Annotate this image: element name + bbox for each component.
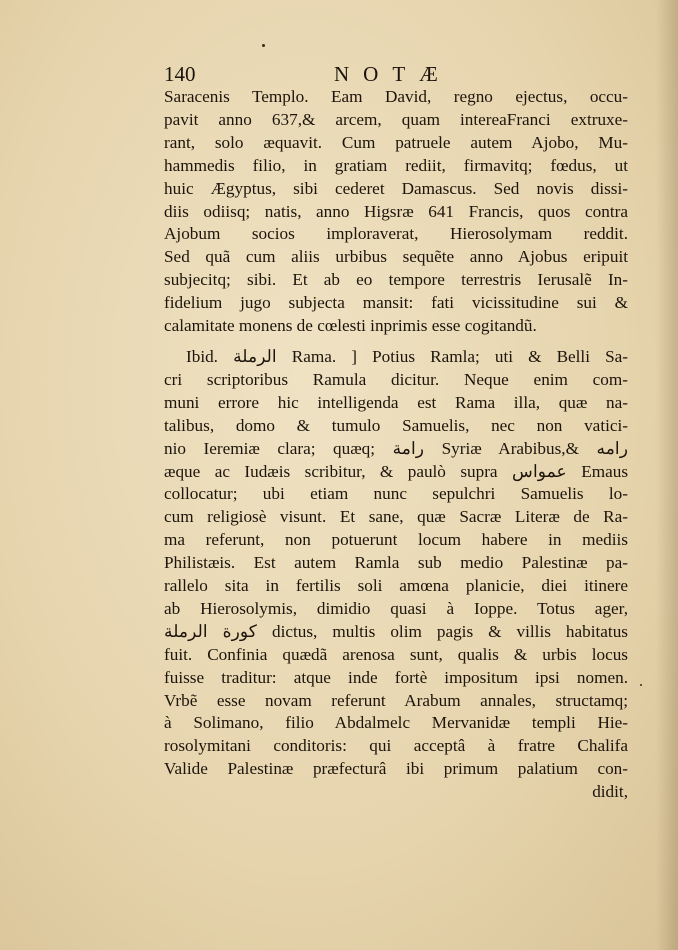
margin-dot-mark bbox=[640, 684, 642, 686]
text-line: hammedis filio, in gratiam rediit, firmavitq; fœdus, ut bbox=[164, 155, 628, 175]
text-line: Sed quã cum aliis urbibus sequẽte anno Ajobus eripuit bbox=[164, 247, 628, 267]
text-line: collocatur; ubi etiam nunc sepulchri Samuelis lo- bbox=[164, 484, 628, 504]
text-line: rosolymitani conditoris: qui acceptâ à fratre Chalifa bbox=[164, 736, 628, 756]
text-line: cum religiosè visunt. Et sane, quæ Sacræ Literæ de Ra- bbox=[164, 507, 628, 527]
page-number: 140 bbox=[164, 62, 196, 86]
text-line: muni errore hic intelligenda est Rama illa, quæ na- bbox=[164, 392, 628, 412]
page-header bbox=[164, 60, 634, 88]
text-line: pavit anno 637,& arcem, quam intereaFranci extruxe- bbox=[164, 109, 628, 129]
paragraph-1 bbox=[164, 86, 628, 338]
text-line: Ajobum socios imploraverat, Hierosolymam reddit. bbox=[164, 224, 628, 244]
paragraph-2 bbox=[164, 346, 628, 804]
text-line: Saracenis Templo. Eam David, regno ejectus, occu- bbox=[164, 87, 628, 106]
page-edge-shadow bbox=[656, 0, 678, 950]
text-line: nio Ieremiæ clara; quæq; رامة Syriæ Arabibus,& رامه bbox=[164, 438, 629, 458]
paragraph-gap bbox=[164, 338, 628, 346]
text-line: ma referunt, non potuerunt locum habere in mediis bbox=[164, 530, 628, 550]
text-line: Philistæis. Est autem Ramla sub medio Palestinæ pa- bbox=[164, 553, 628, 573]
text-line: ab Hierosolymis, dimidio quasi à Ioppe. Totus ager, bbox=[164, 598, 628, 618]
ink-dot-mark bbox=[262, 44, 265, 47]
text-line: Ibid. الرملة Rama. ] Potius Ramla; uti & Belli Sa- bbox=[186, 346, 628, 366]
running-head: NOTÆ bbox=[334, 62, 452, 86]
text-line: æque ac Iudæis scribitur, & paulò supra عمواس Emaus bbox=[164, 461, 629, 481]
text-line: Valide Palestinæ præfecturâ ibi primum palatium con- bbox=[164, 759, 628, 779]
text-line: huic Ægyptus, sibi cederet Damascus. Sed novis dissi- bbox=[164, 178, 628, 198]
text-line: subjecitq; sibi. Et ab eo tempore terrestris Ierusalẽ In- bbox=[164, 270, 628, 290]
text-line: à Solimano, filio Abdalmelc Mervanidæ templi Hie- bbox=[164, 713, 628, 733]
text-line: Vrbẽ esse novam referunt Arabum annales, structamq; bbox=[164, 690, 628, 710]
text-line: fuit. Confinia quædã arenosa sunt, qualis & urbis locus bbox=[164, 644, 628, 664]
text-line: rant, solo æquavit. Cum patruele autem Ajobo, Mu- bbox=[164, 132, 628, 152]
text-line: rallelo sita in fertilis soli amœna planicie, diei itinere bbox=[164, 576, 628, 596]
text-line: fidelium jugo subjecta mansit: fati vicissitudine sui & bbox=[164, 293, 628, 313]
text-line: fuisse traditur: atque inde fortè impositum ipsi nomen. bbox=[164, 667, 628, 687]
text-line: diis odiisq; natis, anno Higsræ 641 Francis, quos contra bbox=[164, 201, 628, 221]
text-line: didit, bbox=[592, 782, 628, 802]
text-line: كورة الرملة dictus, multis olim pagis & villis habitatus bbox=[164, 621, 628, 641]
body-text bbox=[164, 86, 628, 804]
text-line: calamitate monens de cœlesti inprimis esse cogitandũ. bbox=[164, 316, 537, 336]
text-line: talibus, domo & tumulo Samuelis, nec non vatici- bbox=[164, 415, 628, 435]
text-line: cri scriptoribus Ramula dicitur. Neque enim com- bbox=[164, 369, 628, 389]
